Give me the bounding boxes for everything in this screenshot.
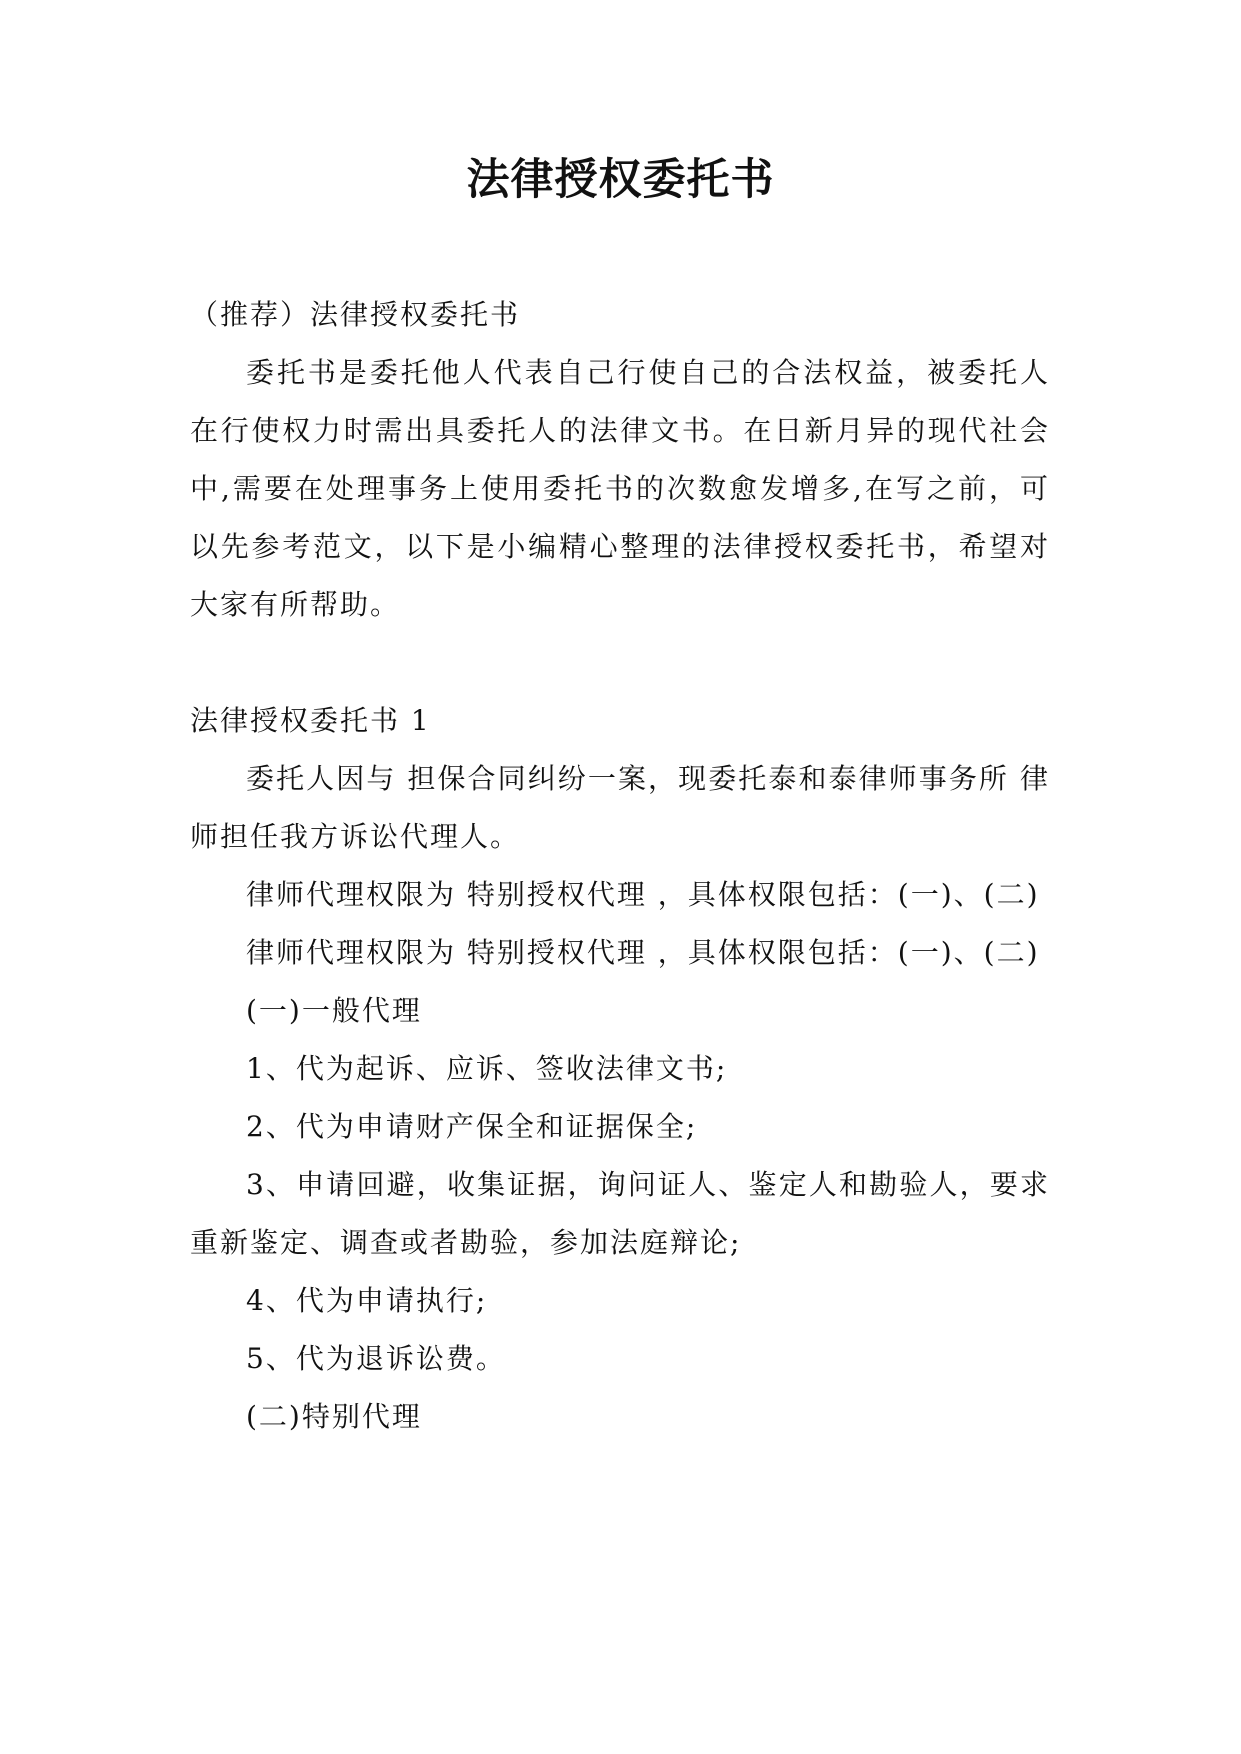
document-body	[190, 286, 1050, 1446]
section-heading: 法律授权委托书 1	[190, 704, 431, 737]
intro-paragraph: 委托书是委托他人代表自己行使自己的合法权益，被委托人在行使权力时需出具委托人的法律文书。在日新月异的现代社会中,需要在处理事务上使用委托书的次数愈发增多,在写之前，可以先参考范文，以下是小编精心整理的法律授权委托书，希望对大家有所帮助。	[190, 356, 1050, 621]
authority-scope-paragraph: 律师代理权限为 特别授权代理 ，具体权限包括：(一)、(二)	[246, 878, 1040, 911]
list-item: 4、代为申请执行;	[246, 1284, 488, 1317]
appointment-paragraph: 委托人因与 担保合同纠纷一案，现委托泰和泰律师事务所 律师担任我方诉讼代理人。	[190, 762, 1050, 853]
document-title: 法律授权委托书	[466, 155, 775, 205]
list-item: 2、代为申请财产保全和证据保全;	[246, 1110, 698, 1143]
document-subtitle: （推荐）法律授权委托书	[190, 298, 521, 331]
paragraph-gap	[190, 634, 1050, 692]
special-agency-heading: (二)特别代理	[246, 1400, 422, 1433]
general-agency-heading: (一)一般代理	[246, 994, 422, 1027]
list-item: 3、申请回避，收集证据，询问证人、鉴定人和勘验人，要求重新鉴定、调查或者勘验，参加法庭辩论;	[190, 1168, 1050, 1259]
authority-scope-paragraph-repeat: 律师代理权限为 特别授权代理 ，具体权限包括：(一)、(二)	[246, 936, 1040, 969]
list-item: 5、代为退诉讼费。	[246, 1342, 506, 1375]
list-item: 1、代为起诉、应诉、签收法律文书;	[246, 1052, 728, 1085]
